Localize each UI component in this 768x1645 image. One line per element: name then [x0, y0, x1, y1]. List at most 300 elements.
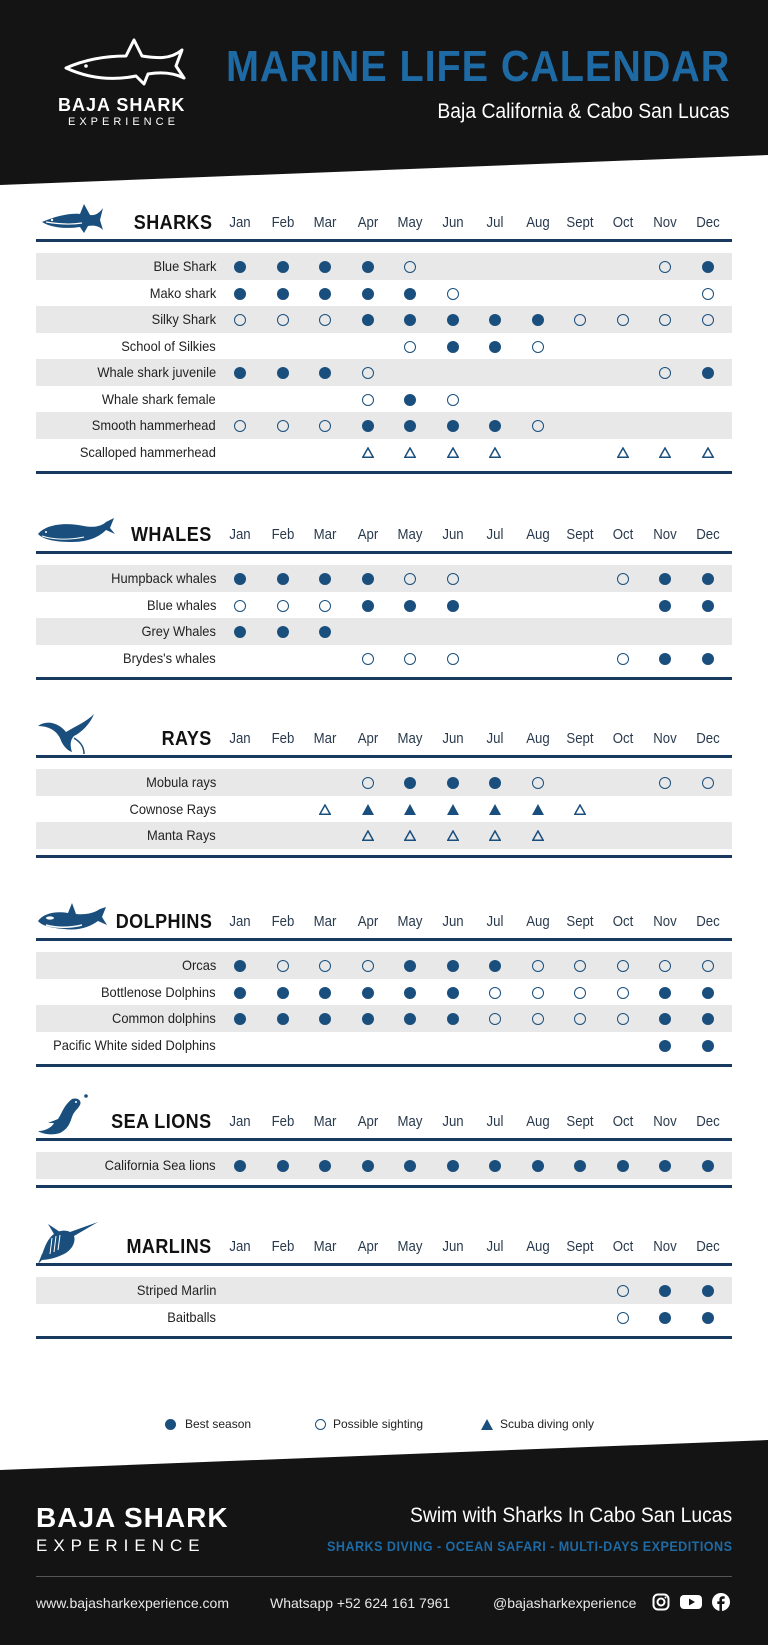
best-season-mark: [404, 960, 416, 972]
species-label: Mako shark: [149, 284, 216, 301]
section-whales: [36, 510, 732, 666]
scuba-possible-mark: [362, 830, 374, 842]
possible-sighting-mark: [532, 960, 544, 972]
best-season-mark: [447, 1160, 459, 1172]
table-row: [36, 565, 732, 592]
possible-sighting-mark: [277, 420, 289, 432]
section-end-rule: [36, 677, 732, 680]
species-label: Silky Shark: [151, 311, 216, 327]
best-season-mark: [659, 1040, 671, 1052]
month-header: May: [397, 730, 423, 747]
possible-sighting-mark: [574, 314, 586, 326]
facebook-icon[interactable]: [712, 1593, 730, 1611]
possible-sighting-mark: [404, 653, 416, 665]
best-season-mark: [234, 261, 246, 273]
month-header: Nov: [653, 1113, 677, 1130]
best-season-mark: [659, 600, 671, 612]
website-link[interactable]: www.bajasharkexperience.com: [36, 1595, 229, 1611]
species-label: Orcas: [181, 957, 216, 973]
month-header: Nov: [653, 913, 677, 930]
best-season-mark: [362, 1160, 374, 1172]
month-header: Oct: [612, 214, 633, 231]
month-header: Jun: [441, 526, 464, 543]
possible-sighting-mark: [362, 394, 374, 406]
section-rule: [36, 551, 732, 554]
scuba-possible-mark: [617, 447, 629, 459]
best-season-mark: [702, 987, 714, 999]
best-season-mark: [319, 987, 331, 999]
scuba-only-symbol: [481, 1419, 492, 1430]
species-label: Blue whales: [146, 596, 216, 613]
species-label: Manta Rays: [147, 827, 216, 843]
page-title: MARINE LIFE CALENDAR: [225, 42, 730, 91]
whale-icon: [36, 516, 116, 551]
month-header: Nov: [653, 730, 677, 747]
possible-sighting-mark: [319, 314, 331, 326]
month-header: Feb: [271, 214, 294, 231]
possible-sighting-mark: [362, 653, 374, 665]
social-handle-link[interactable]: @bajasharkexperience: [493, 1595, 637, 1611]
best-season-mark: [702, 1285, 714, 1297]
table-row: [36, 1032, 732, 1059]
month-header: Jun: [441, 1113, 464, 1130]
best-season-mark: [659, 1013, 671, 1025]
species-label: Scalloped hammerhead: [79, 443, 216, 460]
best-season-mark: [404, 987, 416, 999]
table-row: [36, 1304, 732, 1331]
possible-sighting-mark: [617, 314, 629, 326]
month-header: Aug: [525, 1113, 550, 1130]
section-sea-lions: [36, 1097, 732, 1173]
month-header: Jun: [441, 1238, 464, 1255]
section-rule: [36, 1263, 732, 1266]
section-end-rule: [36, 1185, 732, 1188]
footer-services: SHARKS DIVING - OCEAN SAFARI - MULTI-DAYS EXPEDITIONS: [326, 1538, 732, 1554]
month-header: Jun: [441, 730, 464, 747]
possible-sighting-mark: [319, 600, 331, 612]
best-season-mark: [277, 626, 289, 638]
best-season-mark: [659, 987, 671, 999]
possible-sighting-mark: [532, 987, 544, 999]
best-season-mark: [659, 1312, 671, 1324]
best-season-mark: [277, 261, 289, 273]
month-header: Apr: [357, 214, 378, 231]
month-header: May: [397, 1238, 423, 1255]
scuba-possible-mark: [362, 447, 374, 459]
month-header: Nov: [653, 526, 677, 543]
possible-sighting-symbol: [315, 1419, 326, 1430]
possible-sighting-mark: [532, 1013, 544, 1025]
possible-sighting-mark: [404, 341, 416, 353]
table-row: [36, 253, 732, 280]
section-rule: [36, 239, 732, 242]
possible-sighting-mark: [659, 777, 671, 789]
best-season-mark: [702, 573, 714, 585]
scuba-only-mark: [447, 804, 459, 816]
possible-sighting-mark: [659, 314, 671, 326]
best-season-mark: [234, 1160, 246, 1172]
best-season-mark: [447, 960, 459, 972]
marlin-icon: [36, 1220, 100, 1269]
species-label: California Sea lions: [105, 1157, 216, 1173]
best-season-mark: [702, 1312, 714, 1324]
best-season-mark: [702, 1040, 714, 1052]
best-season-mark: [404, 600, 416, 612]
section-title: DOLPHINS: [115, 911, 212, 933]
table-row: [36, 280, 732, 307]
month-header: Oct: [612, 1113, 633, 1130]
orca-icon: [36, 901, 108, 940]
section-rows: [36, 769, 732, 849]
month-header: Feb: [271, 526, 294, 543]
possible-sighting-mark: [447, 288, 459, 300]
table-row: [36, 439, 732, 466]
table-row: [36, 645, 732, 672]
section-rays: [36, 714, 732, 843]
logo-shark-icon: [64, 38, 188, 94]
best-season-mark: [362, 573, 374, 585]
month-header: Mar: [313, 1113, 337, 1130]
month-header: Sept: [566, 913, 594, 930]
month-header: May: [397, 913, 423, 930]
best-season-mark: [319, 626, 331, 638]
possible-sighting-mark: [447, 394, 459, 406]
best-season-mark: [404, 288, 416, 300]
possible-sighting-mark: [659, 261, 671, 273]
footer: [0, 1440, 768, 1645]
month-header: Oct: [612, 1238, 633, 1255]
best-season-mark: [702, 600, 714, 612]
month-header: Jul: [486, 214, 504, 231]
possible-sighting-mark: [319, 960, 331, 972]
possible-sighting-mark: [617, 987, 629, 999]
species-label: Cownose Rays: [129, 800, 216, 817]
best-season-mark: [234, 1013, 246, 1025]
table-row: [36, 796, 732, 823]
footer-divider: [36, 1576, 732, 1577]
best-season-mark: [447, 1013, 459, 1025]
month-header: Jul: [486, 913, 504, 930]
possible-sighting-mark: [532, 777, 544, 789]
scuba-possible-mark: [659, 447, 671, 459]
month-header: Sept: [566, 730, 594, 747]
section-rows: [36, 565, 732, 671]
section-rows: [36, 1277, 732, 1330]
month-header: Jun: [441, 913, 464, 930]
scuba-possible-mark: [532, 830, 544, 842]
whatsapp-link[interactable]: Whatsapp +52 624 161 7961: [270, 1595, 451, 1611]
best-season-mark: [659, 1285, 671, 1297]
month-header: Aug: [525, 526, 550, 543]
possible-sighting-mark: [702, 960, 714, 972]
possible-sighting-mark: [234, 420, 246, 432]
month-header: Aug: [525, 1238, 550, 1255]
possible-sighting-mark: [532, 341, 544, 353]
scuba-possible-mark: [404, 830, 416, 842]
species-label: Whale shark juvenile: [97, 364, 216, 380]
section-rule: [36, 1138, 732, 1141]
possible-sighting-mark: [532, 420, 544, 432]
species-label: Humpback whales: [110, 570, 216, 586]
section-end-rule: [36, 1064, 732, 1067]
possible-sighting-mark: [574, 960, 586, 972]
scuba-possible-mark: [489, 447, 501, 459]
species-label: Baitballs: [167, 1308, 216, 1325]
section-title: SEA LIONS: [111, 1111, 212, 1133]
month-header: Jan: [229, 730, 251, 747]
possible-sighting-mark: [659, 960, 671, 972]
species-label: Whale shark female: [102, 390, 216, 407]
best-season-mark: [234, 626, 246, 638]
month-header: Jul: [486, 1113, 504, 1130]
section-title: SHARKS: [133, 212, 212, 234]
scuba-possible-mark: [319, 804, 331, 816]
best-season-mark: [447, 600, 459, 612]
footer-tagline: Swim with Sharks In Cabo San Lucas: [409, 1504, 732, 1527]
possible-sighting-mark: [277, 960, 289, 972]
month-header: Dec: [695, 913, 720, 930]
best-season-mark: [362, 600, 374, 612]
best-season-mark: [277, 1160, 289, 1172]
possible-sighting-mark: [617, 1312, 629, 1324]
month-header: Jul: [486, 526, 504, 543]
possible-sighting-mark: [404, 261, 416, 273]
best-season-mark: [702, 261, 714, 273]
logo: [58, 38, 198, 134]
month-header: Mar: [313, 730, 337, 747]
best-season-mark: [277, 288, 289, 300]
scuba-possible-mark: [489, 830, 501, 842]
possible-sighting-mark: [617, 653, 629, 665]
manta-ray-icon: [36, 712, 100, 761]
logo-brand: BAJA SHARK: [58, 95, 186, 115]
legend-scuba: Scuba diving only: [500, 1417, 595, 1431]
best-season-mark: [362, 288, 374, 300]
header: [0, 0, 768, 185]
possible-sighting-mark: [447, 653, 459, 665]
legend-possible: Possible sighting: [333, 1417, 424, 1431]
possible-sighting-mark: [702, 777, 714, 789]
best-season-mark: [319, 573, 331, 585]
month-header: Sept: [566, 214, 594, 231]
best-season-mark: [362, 1013, 374, 1025]
month-header: May: [397, 214, 423, 231]
instagram-icon[interactable]: [652, 1593, 670, 1611]
possible-sighting-mark: [362, 960, 374, 972]
month-header: Jul: [486, 1238, 504, 1255]
month-header: Jan: [229, 526, 251, 543]
table-row: [36, 306, 732, 333]
best-season-mark: [277, 367, 289, 379]
best-season-mark: [447, 341, 459, 353]
best-season-mark: [404, 314, 416, 326]
month-header: Dec: [695, 1113, 720, 1130]
footer-brand: BAJA SHARK: [36, 1502, 229, 1533]
legend-best: Best season: [185, 1417, 252, 1431]
month-header: Sept: [566, 1238, 594, 1255]
best-season-mark: [404, 420, 416, 432]
best-season-mark: [489, 777, 501, 789]
table-row: [36, 1152, 732, 1179]
table-row: [36, 359, 732, 386]
best-season-mark: [362, 314, 374, 326]
month-header: Oct: [612, 730, 633, 747]
possible-sighting-mark: [489, 1013, 501, 1025]
section-rule: [36, 938, 732, 941]
table-row: [36, 1005, 732, 1032]
species-label: School of Silkies: [121, 337, 216, 354]
best-season-symbol: [165, 1419, 176, 1430]
best-season-mark: [489, 420, 501, 432]
species-label: Mobula rays: [145, 774, 216, 790]
species-label: Bottlenose Dolphins: [101, 983, 216, 1000]
table-row: [36, 952, 732, 979]
month-header: Oct: [612, 526, 633, 543]
month-header: Mar: [313, 214, 337, 231]
best-season-mark: [659, 1160, 671, 1172]
table-row: [36, 592, 732, 619]
best-season-mark: [404, 394, 416, 406]
month-header: May: [397, 1113, 423, 1130]
month-header: Jan: [229, 913, 251, 930]
month-header: Nov: [653, 1238, 677, 1255]
section-end-rule: [36, 1336, 732, 1339]
possible-sighting-mark: [617, 573, 629, 585]
month-header: Dec: [695, 526, 720, 543]
table-row: [36, 822, 732, 849]
best-season-mark: [234, 288, 246, 300]
best-season-mark: [702, 367, 714, 379]
best-season-mark: [489, 960, 501, 972]
best-season-mark: [489, 314, 501, 326]
table-row: [36, 412, 732, 439]
month-header: Mar: [313, 1238, 337, 1255]
month-header: Feb: [271, 1238, 294, 1255]
section-title: WHALES: [131, 524, 212, 546]
best-season-mark: [659, 653, 671, 665]
sea-lion-icon: [36, 1093, 96, 1142]
section-end-rule: [36, 855, 732, 858]
month-header: Aug: [525, 730, 550, 747]
month-header: Sept: [566, 1113, 594, 1130]
possible-sighting-mark: [617, 960, 629, 972]
month-header: Aug: [525, 913, 550, 930]
best-season-mark: [447, 777, 459, 789]
possible-sighting-mark: [277, 314, 289, 326]
month-header: Apr: [357, 526, 378, 543]
possible-sighting-mark: [234, 314, 246, 326]
month-header: Aug: [525, 214, 550, 231]
species-label: Smooth hammerhead: [92, 417, 216, 433]
month-header: Jan: [229, 1113, 251, 1130]
section-title: MARLINS: [126, 1236, 212, 1258]
section-marlins: [36, 1222, 732, 1325]
best-season-mark: [404, 1160, 416, 1172]
best-season-mark: [532, 314, 544, 326]
section-dolphins: [36, 897, 732, 1053]
month-header: May: [397, 526, 423, 543]
possible-sighting-mark: [617, 1285, 629, 1297]
best-season-mark: [532, 1160, 544, 1172]
month-header: Dec: [695, 730, 720, 747]
species-label: Common dolphins: [112, 1010, 216, 1026]
social-icons: [652, 1593, 732, 1613]
best-season-mark: [277, 1013, 289, 1025]
best-season-mark: [319, 1013, 331, 1025]
best-season-mark: [319, 367, 331, 379]
month-header: Feb: [271, 913, 294, 930]
scuba-possible-mark: [447, 830, 459, 842]
best-season-mark: [702, 1013, 714, 1025]
possible-sighting-mark: [362, 777, 374, 789]
section-sharks: [36, 198, 732, 460]
possible-sighting-mark: [404, 573, 416, 585]
month-header: Jan: [229, 1238, 251, 1255]
species-label: Brydes's whales: [123, 649, 216, 666]
possible-sighting-mark: [489, 987, 501, 999]
possible-sighting-mark: [277, 600, 289, 612]
best-season-mark: [319, 1160, 331, 1172]
section-rows: [36, 952, 732, 1058]
species-label: Striped Marlin: [136, 1282, 216, 1298]
table-row: [36, 979, 732, 1006]
month-header: Apr: [357, 1238, 378, 1255]
month-header: Dec: [695, 1238, 720, 1255]
page-subtitle: Baja California & Cabo San Lucas: [437, 100, 730, 123]
month-header: Apr: [357, 913, 378, 930]
footer-brand-sub: EXPERIENCE: [36, 1536, 206, 1555]
month-header: Apr: [357, 1113, 378, 1130]
month-header: Feb: [271, 730, 294, 747]
best-season-mark: [234, 960, 246, 972]
table-row: [36, 769, 732, 796]
best-season-mark: [702, 653, 714, 665]
scuba-possible-mark: [702, 447, 714, 459]
best-season-mark: [489, 1160, 501, 1172]
best-season-mark: [277, 573, 289, 585]
section-title: RAYS: [161, 728, 212, 750]
legend: [0, 1414, 768, 1438]
logo-brand-sub: EXPERIENCE: [68, 116, 179, 128]
section-end-rule: [36, 471, 732, 474]
best-season-mark: [447, 314, 459, 326]
section-rule: [36, 755, 732, 758]
species-label: Pacific White sided Dolphins: [53, 1036, 216, 1053]
scuba-possible-mark: [404, 447, 416, 459]
possible-sighting-mark: [362, 367, 374, 379]
best-season-mark: [234, 573, 246, 585]
best-season-mark: [319, 288, 331, 300]
month-header: Apr: [357, 730, 378, 747]
scuba-only-mark: [404, 804, 416, 816]
month-header: Mar: [313, 526, 337, 543]
month-header: Jun: [441, 214, 464, 231]
youtube-icon[interactable]: [680, 1593, 702, 1611]
best-season-mark: [362, 261, 374, 273]
best-season-mark: [362, 420, 374, 432]
month-header: Feb: [271, 1113, 294, 1130]
month-header: Nov: [653, 214, 677, 231]
possible-sighting-mark: [447, 573, 459, 585]
best-season-mark: [404, 777, 416, 789]
month-header: Sept: [566, 526, 594, 543]
possible-sighting-mark: [234, 600, 246, 612]
possible-sighting-mark: [319, 420, 331, 432]
table-row: [36, 386, 732, 413]
month-header: Oct: [612, 913, 633, 930]
species-label: Blue Shark: [152, 258, 216, 274]
best-season-mark: [362, 987, 374, 999]
